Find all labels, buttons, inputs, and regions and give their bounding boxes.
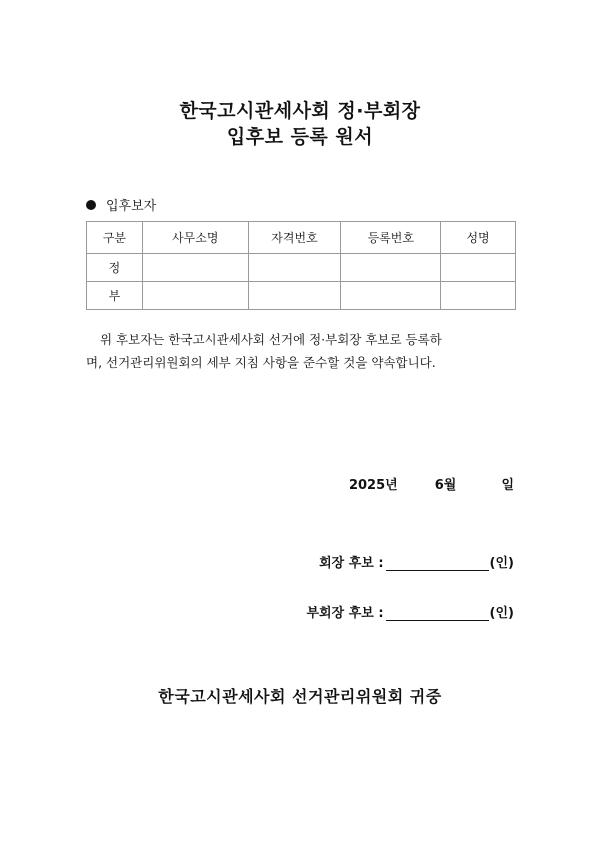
candidate-table xyxy=(86,221,516,310)
row-label-vice: 부 xyxy=(87,282,143,310)
cell-license-number[interactable] xyxy=(248,254,341,282)
table-header-row xyxy=(87,222,516,254)
section-heading-label: 입후보자 xyxy=(106,199,157,214)
cell-name[interactable] xyxy=(441,282,516,310)
section-heading xyxy=(86,195,156,214)
vice-president-seal: (인) xyxy=(489,606,514,621)
cell-office-name[interactable] xyxy=(142,254,248,282)
table-row-vice xyxy=(87,282,516,310)
header-office-name: 사무소명 xyxy=(142,222,248,254)
date-year: 2025년 xyxy=(348,478,398,493)
header-category: 구분 xyxy=(87,222,143,254)
pledge-line-2: 며, 선거관리위원회의 세부 지침 사항을 준수할 것을 약속합니다. xyxy=(86,355,436,370)
cell-license-number[interactable] xyxy=(248,282,341,310)
cell-name[interactable] xyxy=(441,254,516,282)
table-row-president xyxy=(87,254,516,282)
form-title-line-1: 한국고시관세사회 정·부회장 xyxy=(179,100,421,122)
vice-president-signature-blank[interactable] xyxy=(386,606,489,621)
cell-registration-number[interactable] xyxy=(341,254,441,282)
bullet-icon xyxy=(86,200,96,210)
row-label-president: 정 xyxy=(87,254,143,282)
president-seal: (인) xyxy=(489,556,514,571)
date-day: 일 xyxy=(501,478,514,493)
addressee: 한국고시관세사회 선거관리위원회 귀중 xyxy=(158,687,442,706)
header-registration-number: 등록번호 xyxy=(341,222,441,254)
president-label: 회장 후보 : xyxy=(319,556,384,571)
cell-registration-number[interactable] xyxy=(341,282,441,310)
form-title-line-2: 입후보 등록 원서 xyxy=(226,126,374,148)
vice-president-signature-line xyxy=(307,602,515,621)
date-month: 6월 xyxy=(434,478,457,493)
pledge-statement xyxy=(86,328,516,374)
cell-office-name[interactable] xyxy=(142,282,248,310)
president-signature-line xyxy=(319,552,514,571)
president-signature-blank[interactable] xyxy=(386,556,489,571)
header-name: 성명 xyxy=(441,222,516,254)
header-license-number: 자격번호 xyxy=(248,222,341,254)
date-line xyxy=(349,474,514,493)
pledge-line-1: 위 후보자는 한국고시관세사회 선거에 정·부회장 후보로 등록하 xyxy=(100,332,442,347)
vice-president-label: 부회장 후보 : xyxy=(306,606,384,621)
